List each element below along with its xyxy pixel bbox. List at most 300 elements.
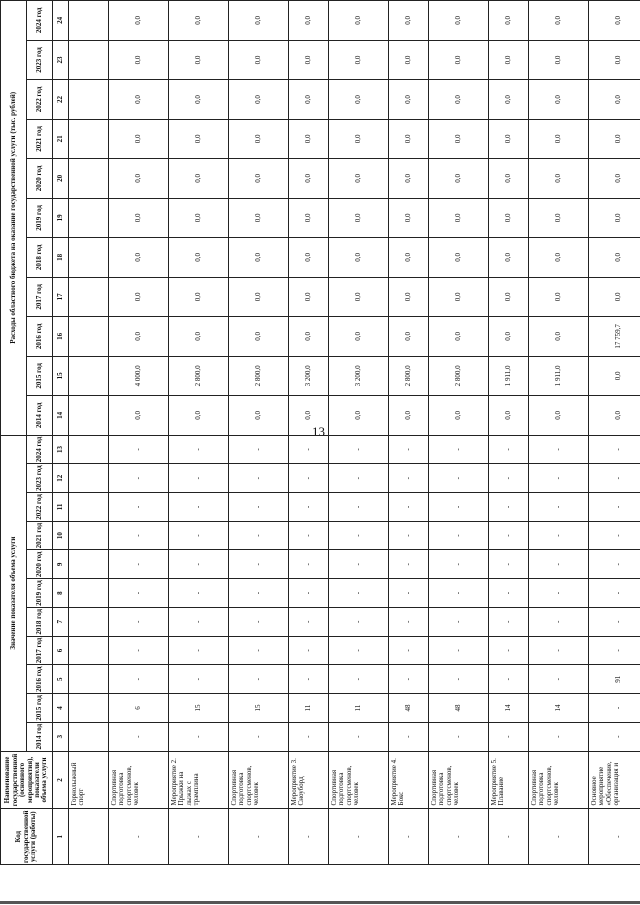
budget-value: 0,0 (229, 396, 289, 435)
budget-value: 0,0 (489, 198, 529, 237)
volume-value: - (109, 579, 169, 608)
row-name: Мероприятие 4. Бокс (389, 751, 429, 809)
column-number: 3 (53, 722, 69, 751)
volume-value (69, 493, 109, 522)
volume-value: - (289, 665, 329, 694)
budget-value (69, 356, 109, 396)
budget-value: 0,0 (169, 1, 229, 41)
column-number: 5 (53, 665, 69, 694)
volume-value: - (229, 550, 289, 579)
year-header: 2014 год (27, 396, 53, 435)
volume-value: - (229, 521, 289, 550)
volume-value: - (489, 464, 529, 493)
budget-value: 0,0 (529, 159, 589, 198)
budget-value: 1 911,0 (489, 356, 529, 396)
column-number: 18 (53, 238, 69, 277)
volume-value: - (109, 607, 169, 636)
header-row-groups (1, 1, 27, 865)
table-row (109, 1, 169, 865)
budget-value: 0,0 (109, 159, 169, 198)
volume-value: - (489, 493, 529, 522)
volume-value: - (589, 579, 640, 608)
column-number: 2 (53, 751, 69, 809)
year-header: 2021 год (27, 521, 53, 550)
budget-value: 0,0 (289, 238, 329, 277)
budget-value: 2 800,0 (429, 356, 489, 396)
row-code: - (589, 809, 640, 865)
volume-value: 11 (289, 694, 329, 723)
volume-value: - (489, 722, 529, 751)
column-number: 8 (53, 579, 69, 608)
volume-value: - (329, 493, 389, 522)
year-header: 2015 год (27, 694, 53, 723)
volume-value: - (529, 521, 589, 550)
budget-value: 0,0 (429, 119, 489, 158)
budget-value (69, 159, 109, 198)
row-code: - (389, 809, 429, 865)
year-header: 2020 год (27, 550, 53, 579)
row-name: Мероприятие 5. Плавание (489, 751, 529, 809)
volume-value (69, 464, 109, 493)
budget-value: 0,0 (589, 238, 640, 277)
volume-value: - (589, 493, 640, 522)
budget-value: 0,0 (589, 119, 640, 158)
budget-value: 2 800,0 (389, 356, 429, 396)
budget-value: 0,0 (289, 119, 329, 158)
group-budget-header: Расходы областного бюджета на оказание государственной услуги (тыс. рублей) (1, 1, 27, 436)
group-volume-header: Значение показателя объема услуги (1, 435, 27, 751)
budget-value: 0,0 (489, 1, 529, 41)
budget-value: 0,0 (169, 198, 229, 237)
volume-value: - (529, 464, 589, 493)
budget-value: 0,0 (289, 1, 329, 41)
volume-value: - (389, 521, 429, 550)
volume-value: - (389, 607, 429, 636)
budget-value: 0,0 (109, 396, 169, 435)
budget-value: 0,0 (109, 277, 169, 316)
year-header: 2016 год (27, 665, 53, 694)
column-number: 4 (53, 694, 69, 723)
volume-value: - (589, 464, 640, 493)
year-header: 2017 год (27, 636, 53, 665)
volume-value (69, 579, 109, 608)
volume-value: - (109, 493, 169, 522)
volume-value: - (529, 722, 589, 751)
volume-value: - (389, 579, 429, 608)
budget-value: 0,0 (589, 1, 640, 41)
year-header: 2019 год (27, 579, 53, 608)
budget-value: 0,0 (529, 396, 589, 435)
volume-value: - (389, 722, 429, 751)
budget-value: 0,0 (389, 396, 429, 435)
column-number: 23 (53, 40, 69, 79)
volume-value: - (589, 694, 640, 723)
volume-value: - (429, 579, 489, 608)
volume-value (69, 722, 109, 751)
column-number: 19 (53, 198, 69, 237)
volume-value: - (229, 607, 289, 636)
budget-value: 0,0 (529, 119, 589, 158)
volume-value: - (489, 435, 529, 464)
scan-edge-line (0, 901, 640, 904)
year-header: 2024 год (27, 1, 53, 41)
budget-value: 3 200,0 (289, 356, 329, 396)
volume-value: - (529, 607, 589, 636)
volume-value: - (289, 435, 329, 464)
column-number: 9 (53, 550, 69, 579)
budget-value: 0,0 (389, 80, 429, 119)
volume-value: - (329, 550, 389, 579)
volume-value: - (589, 722, 640, 751)
column-number: 1 (53, 809, 69, 865)
column-number: 17 (53, 277, 69, 316)
budget-value: 0,0 (429, 317, 489, 357)
volume-value: - (329, 607, 389, 636)
budget-value: 0,0 (169, 119, 229, 158)
year-header: 2014 год (27, 722, 53, 751)
year-header: 2022 год (27, 80, 53, 119)
volume-value: - (329, 665, 389, 694)
volume-value: 11 (329, 694, 389, 723)
table-row (429, 1, 489, 865)
volume-value: - (229, 435, 289, 464)
volume-value: - (169, 636, 229, 665)
volume-value: - (389, 550, 429, 579)
column-number: 22 (53, 80, 69, 119)
volume-value: - (109, 722, 169, 751)
budget-value: 0,0 (589, 198, 640, 237)
budget-value: 0,0 (329, 277, 389, 316)
budget-value: 3 200,0 (329, 356, 389, 396)
budget-value: 0,0 (489, 238, 529, 277)
row-name: Спортивная подготовка спортсменов, человек (229, 751, 289, 809)
budget-value: 0,0 (489, 396, 529, 435)
volume-value: - (169, 464, 229, 493)
year-header: 2019 год (27, 198, 53, 237)
row-name: Мероприятие 3. Сноуборд (289, 751, 329, 809)
header-row-years (27, 1, 53, 865)
budget-value: 0,0 (329, 40, 389, 79)
volume-value: - (289, 636, 329, 665)
volume-value: - (429, 464, 489, 493)
budget-value: 0,0 (229, 40, 289, 79)
budget-value: 0,0 (389, 40, 429, 79)
budget-value: 0,0 (329, 119, 389, 158)
table-row (329, 1, 389, 865)
row-name: Спортивная подготовка спортсменов, человек (529, 751, 589, 809)
volume-value: - (589, 435, 640, 464)
budget-value (69, 119, 109, 158)
volume-value: - (329, 521, 389, 550)
budget-value: 0,0 (289, 159, 329, 198)
volume-value: - (529, 579, 589, 608)
budget-value: 0,0 (529, 277, 589, 316)
year-header: 2023 год (27, 40, 53, 79)
row-code: - (289, 809, 329, 865)
volume-value: - (229, 636, 289, 665)
header-row-numbers (53, 1, 69, 865)
col-name-header: Наименование государственной (основного мероприятия), показатели объема услуги (1, 751, 53, 809)
volume-value: - (109, 521, 169, 550)
budget-value: 0,0 (109, 317, 169, 357)
volume-value: - (489, 550, 529, 579)
volume-value: - (489, 665, 529, 694)
volume-value: - (289, 550, 329, 579)
volume-value: - (289, 521, 329, 550)
volume-value: - (429, 722, 489, 751)
column-number: 10 (53, 521, 69, 550)
volume-value: - (109, 665, 169, 694)
budget-value: 2 800,0 (169, 356, 229, 396)
budget-value: 0,0 (109, 80, 169, 119)
budget-value: 0,0 (289, 277, 329, 316)
budget-value: 0,0 (529, 1, 589, 41)
budget-value (69, 238, 109, 277)
budget-value: 0,0 (329, 317, 389, 357)
budget-value (69, 277, 109, 316)
year-header: 2018 год (27, 238, 53, 277)
row-code (69, 809, 109, 865)
volume-value: - (289, 607, 329, 636)
budget-value: 0,0 (229, 1, 289, 41)
budget-value: 0,0 (229, 119, 289, 158)
budget-value: 0,0 (589, 40, 640, 79)
year-header: 2018 год (27, 607, 53, 636)
column-number: 16 (53, 317, 69, 357)
budget-value: 0,0 (329, 159, 389, 198)
volume-value: 14 (489, 694, 529, 723)
budget-value: 0,0 (229, 238, 289, 277)
budget-value: 0,0 (329, 80, 389, 119)
budget-value: 0,0 (169, 159, 229, 198)
budget-value: 0,0 (109, 1, 169, 41)
budget-value: 0,0 (329, 396, 389, 435)
row-name: Мероприятие 2. Прыжки на лыжах с трамплина (169, 751, 229, 809)
budget-value: 0,0 (229, 80, 289, 119)
volume-value: - (389, 435, 429, 464)
volume-value: 48 (389, 694, 429, 723)
volume-value: - (429, 550, 489, 579)
table-row (169, 1, 229, 865)
volume-value: - (109, 550, 169, 579)
budget-value: 0,0 (389, 198, 429, 237)
row-name: Спортивная подготовка спортсменов, человек (429, 751, 489, 809)
budget-value: 0,0 (489, 159, 529, 198)
budget-value: 0,0 (289, 198, 329, 237)
volume-value: - (429, 493, 489, 522)
budget-value (69, 317, 109, 357)
budget-value: 2 800,0 (229, 356, 289, 396)
budget-value: 0,0 (389, 119, 429, 158)
volume-value: - (529, 636, 589, 665)
budget-value: 1 911,0 (529, 356, 589, 396)
volume-value: - (229, 464, 289, 493)
budget-value: 0,0 (229, 277, 289, 316)
budget-value: 0,0 (169, 238, 229, 277)
column-number: 13 (53, 435, 69, 464)
volume-value: - (289, 579, 329, 608)
year-header: 2021 год (27, 119, 53, 158)
column-number: 12 (53, 464, 69, 493)
budget-value: 0,0 (329, 198, 389, 237)
year-header: 2024 год (27, 435, 53, 464)
budget-value: 0,0 (589, 80, 640, 119)
volume-value: - (289, 464, 329, 493)
budget-value: 0,0 (489, 40, 529, 79)
budget-value: 0,0 (529, 40, 589, 79)
budget-value: 0,0 (389, 238, 429, 277)
volume-value: 48 (429, 694, 489, 723)
budget-value: 0,0 (429, 80, 489, 119)
budget-value: 0,0 (169, 80, 229, 119)
volume-value: - (169, 665, 229, 694)
volume-value: 6 (109, 694, 169, 723)
table-row (389, 1, 429, 865)
budget-value (69, 40, 109, 79)
volume-value (69, 550, 109, 579)
volume-value: - (429, 435, 489, 464)
budget-value: 0,0 (489, 80, 529, 119)
column-number: 24 (53, 1, 69, 41)
volume-value: - (329, 435, 389, 464)
column-number: 15 (53, 356, 69, 396)
volume-value: - (169, 722, 229, 751)
budget-value: 0,0 (429, 277, 489, 316)
volume-value (69, 665, 109, 694)
budget-value: 0,0 (589, 159, 640, 198)
volume-value (69, 694, 109, 723)
budget-value: 0,0 (389, 317, 429, 357)
volume-value: 14 (529, 694, 589, 723)
budget-value: 0,0 (109, 198, 169, 237)
volume-value: - (529, 435, 589, 464)
budget-value: 0,0 (289, 80, 329, 119)
column-number: 11 (53, 493, 69, 522)
budget-value: 0,0 (289, 317, 329, 357)
budget-value: 0,0 (429, 238, 489, 277)
volume-value: - (109, 435, 169, 464)
volume-value: - (489, 521, 529, 550)
row-code: - (109, 809, 169, 865)
budget-value: 0,0 (169, 396, 229, 435)
volume-value: - (429, 607, 489, 636)
budget-value: 0,0 (429, 396, 489, 435)
volume-value: 91 (589, 665, 640, 694)
volume-value: - (489, 636, 529, 665)
row-code: - (229, 809, 289, 865)
budget-value: 0,0 (529, 80, 589, 119)
volume-value: - (289, 722, 329, 751)
budget-value: 0,0 (109, 40, 169, 79)
volume-value: - (529, 665, 589, 694)
volume-value: - (329, 636, 389, 665)
volume-value: - (529, 550, 589, 579)
budget-value: 0,0 (489, 317, 529, 357)
volume-value: - (429, 521, 489, 550)
volume-value: - (109, 464, 169, 493)
budget-value: 4 000,0 (109, 356, 169, 396)
volume-value: - (229, 493, 289, 522)
budget-value: 0,0 (489, 277, 529, 316)
budget-value: 0,0 (109, 119, 169, 158)
row-name: Спортивная подготовка спортсменов, человек (109, 751, 169, 809)
year-header: 2016 год (27, 317, 53, 357)
volume-value: - (169, 493, 229, 522)
table-row (69, 1, 109, 865)
budget-value: 0,0 (329, 238, 389, 277)
budget-value: 0,0 (329, 1, 389, 41)
volume-value: - (529, 493, 589, 522)
volume-value: - (389, 636, 429, 665)
volume-value: 15 (229, 694, 289, 723)
budget-value: 0,0 (589, 356, 640, 396)
budget-value: 0,0 (389, 1, 429, 41)
budget-value: 0,0 (429, 1, 489, 41)
volume-value: - (589, 521, 640, 550)
budget-value: 0,0 (529, 317, 589, 357)
volume-value: - (489, 579, 529, 608)
budget-value: 0,0 (169, 40, 229, 79)
budget-value: 0,0 (389, 159, 429, 198)
row-name: Горнолыжный спорт (69, 751, 109, 809)
row-code: - (429, 809, 489, 865)
volume-value (69, 636, 109, 665)
page-number: 13 (312, 424, 325, 439)
volume-value: - (589, 607, 640, 636)
volume-value: - (169, 550, 229, 579)
budget-value (69, 198, 109, 237)
row-code: - (489, 809, 529, 865)
column-number: 20 (53, 159, 69, 198)
budget-value: 0,0 (489, 119, 529, 158)
table-row (289, 1, 329, 865)
volume-value: - (389, 464, 429, 493)
budget-value (69, 1, 109, 41)
volume-value: - (429, 665, 489, 694)
row-code: - (169, 809, 229, 865)
budget-value: 0,0 (169, 277, 229, 316)
volume-value: - (229, 722, 289, 751)
budget-value: 0,0 (589, 277, 640, 316)
budget-value: 0,0 (529, 238, 589, 277)
budget-value: 0,0 (289, 396, 329, 435)
volume-value: - (389, 665, 429, 694)
volume-value: - (489, 607, 529, 636)
volume-value: - (169, 607, 229, 636)
volume-value (69, 435, 109, 464)
budget-value: 0,0 (229, 159, 289, 198)
volume-value: - (289, 493, 329, 522)
table-row (589, 1, 640, 865)
table-row (529, 1, 589, 865)
budget-value: 0,0 (109, 238, 169, 277)
column-number: 6 (53, 636, 69, 665)
budget-value: 0,0 (529, 198, 589, 237)
row-name: Спортивная подготовка спортсменов, человек (329, 751, 389, 809)
volume-value: - (589, 550, 640, 579)
row-name: Основное мероприятие «Обеспечение, организация и (589, 751, 640, 809)
volume-value: - (229, 665, 289, 694)
budget-value: 0,0 (229, 317, 289, 357)
volume-value: - (329, 464, 389, 493)
budget-value: 0,0 (229, 198, 289, 237)
volume-value (69, 607, 109, 636)
volume-value: 15 (169, 694, 229, 723)
budget-value: 0,0 (169, 317, 229, 357)
volume-value: - (109, 636, 169, 665)
year-header: 2020 год (27, 159, 53, 198)
volume-value: - (169, 579, 229, 608)
